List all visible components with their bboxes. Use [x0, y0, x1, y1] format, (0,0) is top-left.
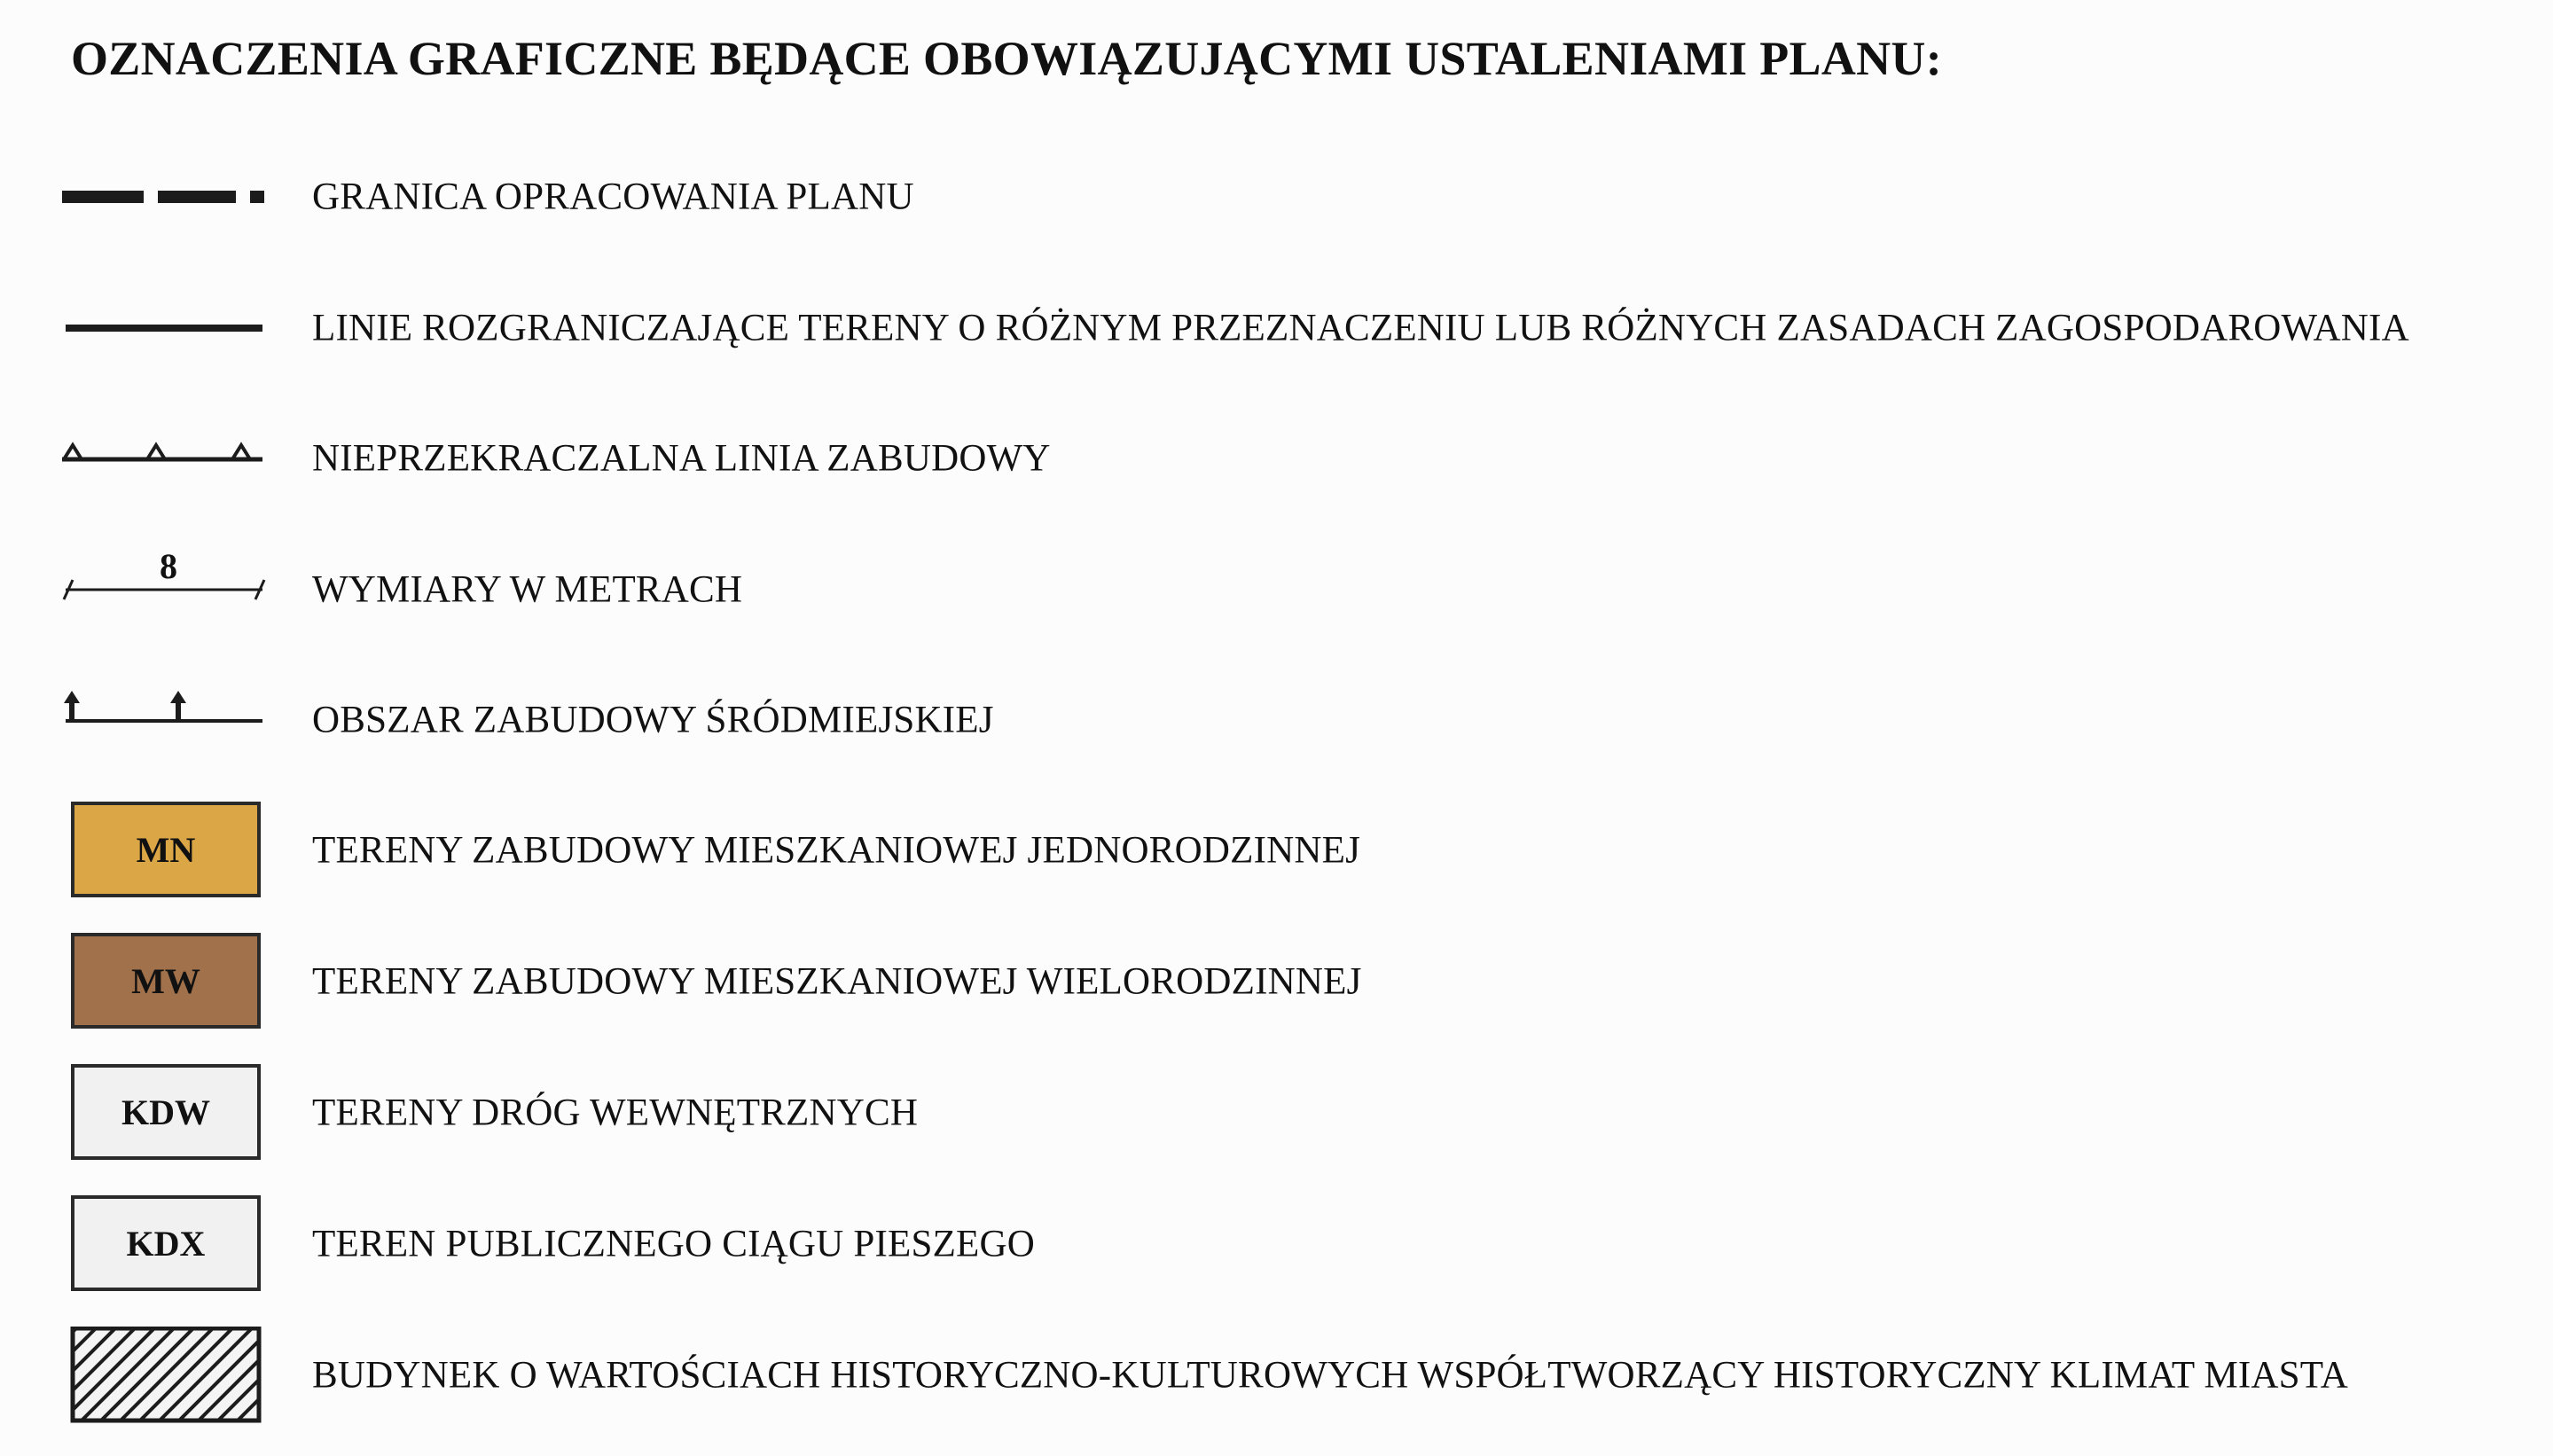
building-line-triangles-icon: [60, 410, 273, 507]
zone-code: MW: [131, 960, 200, 1001]
legend-label: OBSZAR ZABUDOWY ŚRÓDMIEJSKIEJ: [312, 699, 994, 741]
legend-item-historic-building: [0, 1327, 2553, 1424]
zone-code: KDW: [121, 1092, 210, 1132]
legend-label: BUDYNEK O WARTOŚCIACH HISTORYCZNO-KULTUROWYCH WSPÓŁTWORZĄCY HISTORYCZNY KLIMAT MIASTA: [312, 1354, 2349, 1397]
legend-label: TERENY ZABUDOWY MIESZKANIOWEJ JEDNORODZINNEJ: [312, 829, 1360, 872]
kdx-swatch: [60, 1195, 273, 1293]
kdw-swatch-box: [71, 1064, 261, 1160]
mw-swatch-box: [71, 933, 261, 1029]
legend-item-downtown-area: [0, 671, 2553, 769]
mn-swatch: [60, 802, 273, 899]
legend-item-kdx: [0, 1195, 2553, 1293]
legend-item-kdw: [0, 1064, 2553, 1162]
legend-label: TERENY DRÓG WEWNĘTRZNYCH: [312, 1092, 919, 1134]
solid-line-icon: [60, 279, 273, 377]
zone-code: KDX: [126, 1223, 206, 1264]
mw-swatch: [60, 933, 273, 1030]
dashed-boundary-line-icon: [60, 148, 273, 246]
mn-swatch-box: [71, 802, 261, 897]
legend-item-mw: [0, 933, 2553, 1030]
dimension-value: 8: [160, 546, 177, 586]
hatched-swatch-icon: [60, 1327, 273, 1424]
legend-label: LINIE ROZGRANICZAJĄCE TERENY O RÓŻNYM PRZEZNACZENIU LUB RÓŻNYCH ZASADACH ZAGOSPODAROWANIA: [312, 307, 2409, 349]
zone-code: MN: [136, 829, 196, 870]
legend-item-building-line: [0, 410, 2553, 507]
legend-title: OZNACZENIA GRAFICZNE BĘDĄCE OBOWIĄZUJĄCYMI USTALENIAMI PLANU:: [71, 32, 1943, 85]
dimension-line-icon: [60, 541, 273, 638]
legend-label: NIEPRZEKRACZALNA LINIA ZABUDOWY: [312, 437, 1051, 480]
arrow-line-icon: [60, 671, 273, 769]
legend-label: TERENY ZABUDOWY MIESZKANIOWEJ WIELORODZINNEJ: [312, 960, 1362, 1003]
legend-item-plan-boundary: [0, 148, 2553, 246]
kdx-swatch-box: [71, 1195, 261, 1291]
legend-item-demarcation-line: [0, 279, 2553, 377]
legend-label: WYMIARY W METRACH: [312, 568, 743, 611]
kdw-swatch: [60, 1064, 273, 1162]
legend-label: TEREN PUBLICZNEGO CIĄGU PIESZEGO: [312, 1223, 1036, 1265]
legend-label: GRANICA OPRACOWANIA PLANU: [312, 176, 914, 218]
legend-item-dimensions: [0, 541, 2553, 638]
legend-item-mn: [0, 802, 2553, 899]
